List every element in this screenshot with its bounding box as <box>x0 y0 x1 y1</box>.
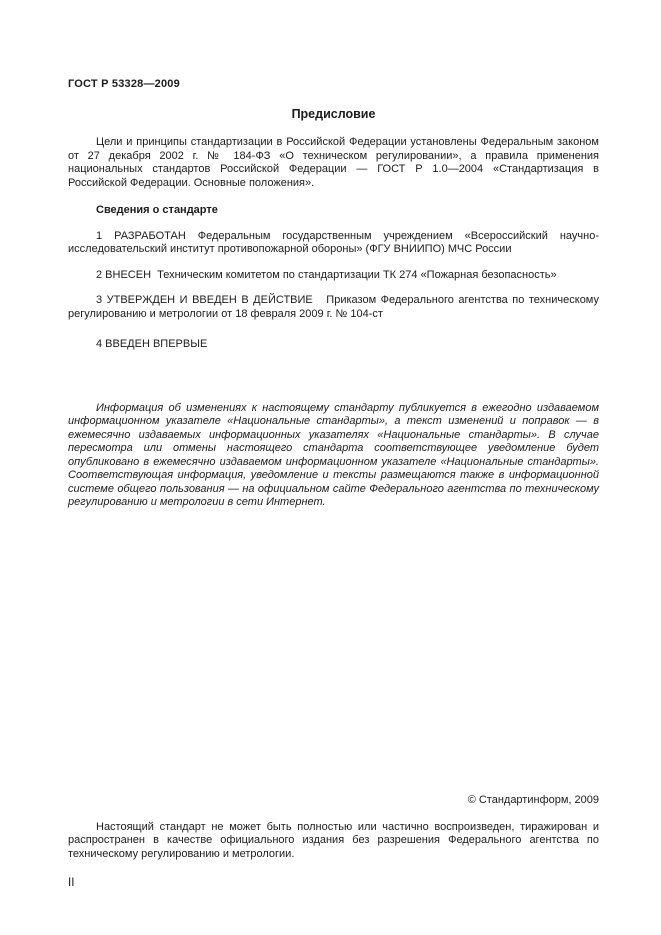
reproduction-note: Настоящий стандарт не может быть полностью или частично воспроизведен, тиражирован и распространен в качестве официального издания без разрешения Федерального агентства по техническому регулированию и метрологии. <box>68 820 599 860</box>
section-heading: Сведения о стандарте <box>96 204 218 216</box>
page-number: II <box>68 877 75 889</box>
document-code: ГОСТ Р 53328—2009 <box>68 78 180 90</box>
copyright-line: © Стандартинформ, 2009 <box>467 793 599 806</box>
standard-item-approved: 3 УТВЕРЖДЕН И ВВЕДЕН В ДЕЙСТВИЕ Приказом Федерального агентства по техническому регулированию и метрологии от 18 февраля 2009 г. № 104-ст <box>68 294 599 320</box>
standard-item-first-edition: 4 ВВЕДЕН ВПЕРВЫЕ <box>96 338 208 350</box>
page-footer <box>68 794 599 890</box>
standard-item-submitted: 2 ВНЕСЕН Техническим комитетом по стандартизации ТК 274 «Пожарная безопасность» <box>96 268 557 281</box>
amendments-notice: Информация об изменениях к настоящему стандарту публикуется в ежегодно издаваемом информационном указателе «Национальные стандарты», а текст изменений и поправок — в ежемесячно издаваемых информационных указателях «Национальные стандарты». В случае пересмотра или отмены настоящего стандарта соответствующее уведомление будет опубликовано в ежемесячно издаваемом информационном указателе «Национальные стандарты». Соответствующая информация, уведомление и тексты размещаются также в информационной системе общего пользования — на официальном сайте Федерального агентства по техническому регулированию и метрологии в сети Интернет. <box>68 401 599 508</box>
intro-paragraph: Цели и принципы стандартизации в Российской Федерации установлены Федеральным законом от 27 декабря 2002 г. № 184-ФЗ «О техническом регулировании», а правила применения национальных стандартов Российской Федерации — ГОСТ Р 1.0—2004 «Стандартизация в Российской Федерации. Основные положения». <box>68 136 599 189</box>
page-title: Предисловие <box>291 107 376 121</box>
standard-item-developed: 1 РАЗРАБОТАН Федеральным государственным учреждением «Всероссийский научно-исследовательский институт противопожарной обороны» (ФГУ ВНИИПО) МЧС России <box>68 229 599 255</box>
